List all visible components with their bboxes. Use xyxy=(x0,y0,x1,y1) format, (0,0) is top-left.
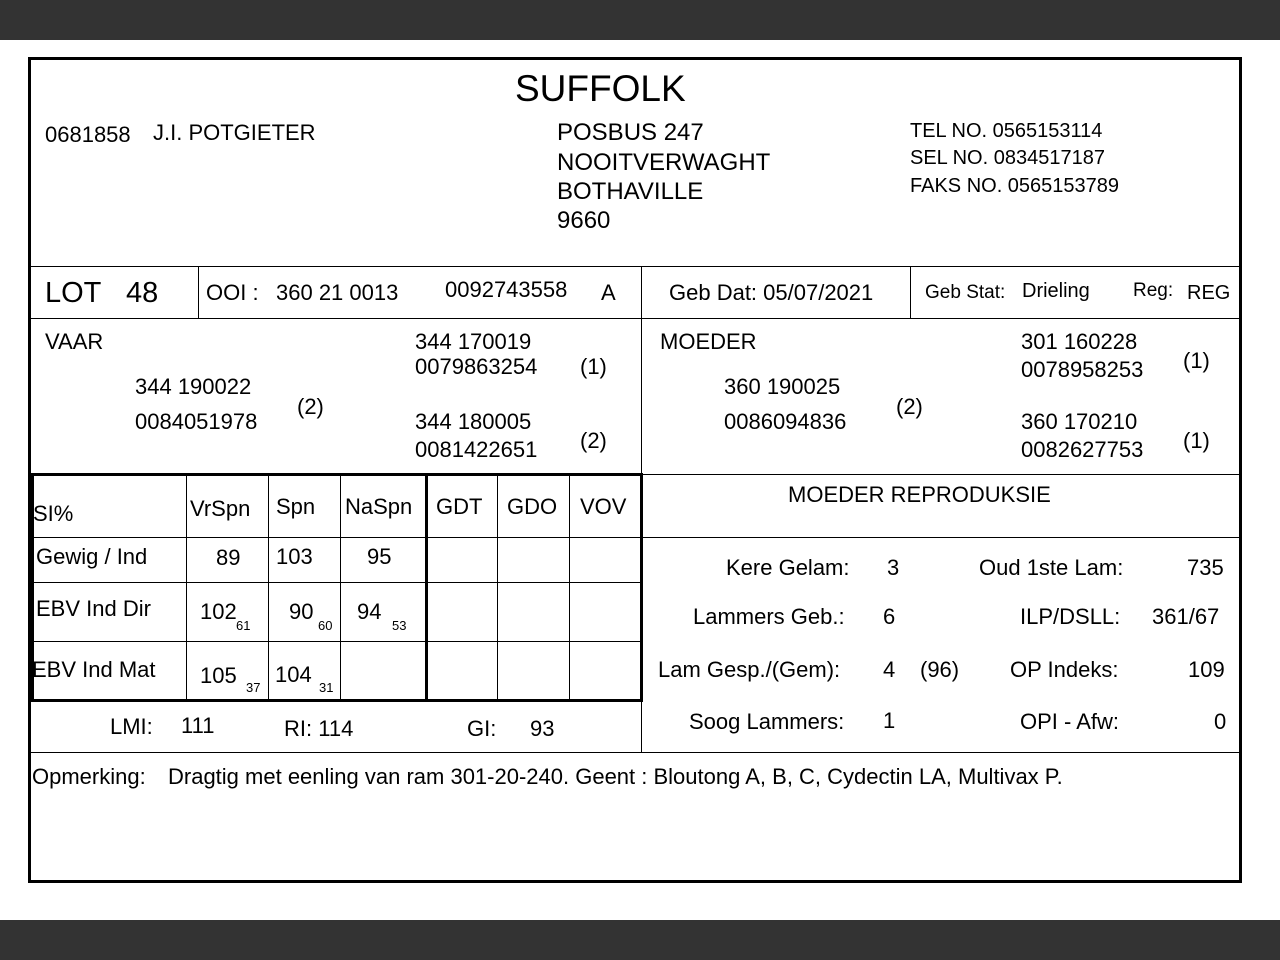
ooi-number: 360 21 0013 xyxy=(276,280,399,305)
vaar-id: 344 190022 xyxy=(135,374,252,399)
row-line-1 xyxy=(31,537,1239,538)
header-naspn: NaSpn xyxy=(345,494,413,519)
ebv-mat-spn-acc: 31 xyxy=(319,680,334,695)
frame-right xyxy=(1239,57,1242,883)
row-line-2 xyxy=(31,582,641,583)
lot-row-bottom-line xyxy=(31,318,1239,319)
ebv-dir-spn-acc: 60 xyxy=(318,618,333,633)
ebv-dir-vrspn: 102 xyxy=(200,599,237,624)
lot-divider-1 xyxy=(198,266,199,318)
ebv-dir-naspn-acc: 53 xyxy=(392,618,407,633)
vaar-number: 0084051978 xyxy=(135,409,258,434)
opi-value: 0 xyxy=(1214,709,1227,734)
lmi-label: LMI: xyxy=(110,714,153,739)
ebv-mat-label: EBV Ind Mat xyxy=(32,657,156,682)
soog-value: 1 xyxy=(883,708,896,733)
ebv-mat-spn: 104 xyxy=(275,662,312,687)
ebv-dir-vrspn-acc: 61 xyxy=(236,618,251,633)
soog-label: Soog Lammers: xyxy=(689,709,845,734)
lot-label: LOT xyxy=(45,277,102,309)
geb-stat-value: Drieling xyxy=(1022,280,1090,302)
lmi-value: 111 xyxy=(181,713,215,738)
ri-value: RI: 114 xyxy=(284,716,354,741)
pedigree-divider xyxy=(641,318,642,474)
geb-stat-label: Geb Stat: xyxy=(925,282,1006,303)
owner-name: J.I. POTGIETER xyxy=(153,120,316,145)
frame-bottom xyxy=(28,880,1242,883)
oud-value: 735 xyxy=(1187,555,1224,580)
owner-code: 0681858 xyxy=(45,122,131,147)
col-line-1 xyxy=(186,476,187,699)
moeder-sire-count: (1) xyxy=(1183,348,1210,373)
op-value: 109 xyxy=(1188,657,1225,682)
gewig-naspn: 95 xyxy=(367,544,392,569)
grade: A xyxy=(601,280,616,305)
vaar-count: (2) xyxy=(297,394,324,419)
perf-table-top xyxy=(31,473,643,476)
ebv-dir-spn: 90 xyxy=(289,599,314,624)
col-line-3 xyxy=(340,476,341,699)
moeder-dam-number: 0082627753 xyxy=(1021,437,1144,462)
remark-label: Opmerking: xyxy=(32,764,146,789)
header-gdt: GDT xyxy=(436,494,483,519)
top-bar xyxy=(0,0,1280,40)
col-line-4 xyxy=(497,476,498,699)
bottom-bar xyxy=(0,920,1280,960)
moeder-dam-count: (1) xyxy=(1183,428,1210,453)
moeder-number: 0086094836 xyxy=(724,409,847,434)
lot-divider-3 xyxy=(910,266,911,318)
repro-left-line xyxy=(641,474,642,753)
moeder-count: (2) xyxy=(896,394,923,419)
header-vov: VOV xyxy=(580,494,627,519)
gewig-spn: 103 xyxy=(276,544,313,569)
address-line-3: BOTHAVILLE xyxy=(557,178,704,205)
ebv-mat-vrspn: 105 xyxy=(200,663,237,688)
remark-text: Dragtig met eenling van ram 301-20-240. Geent : Bloutong A, B, C, Cydectin LA, Multivax P. xyxy=(168,764,1063,789)
moeder-sire-id: 301 160228 xyxy=(1021,329,1138,354)
kere-gelam-value: 3 xyxy=(887,555,900,580)
lammers-geb-value: 6 xyxy=(883,604,896,629)
gi-label: GI: xyxy=(467,716,497,741)
reg-label: Reg: xyxy=(1133,280,1174,301)
repro-top-line xyxy=(641,474,1239,475)
header-spn: Spn xyxy=(276,494,316,519)
vaar-dam-id: 344 180005 xyxy=(415,409,532,434)
sel-number: SEL NO. 0834517187 xyxy=(910,147,1105,169)
lam-gesp-label: Lam Gesp./(Gem): xyxy=(658,657,841,682)
ilp-label: ILP/DSLL: xyxy=(1020,604,1121,629)
vaar-label: VAAR xyxy=(45,329,104,354)
address-line-2: NOOITVERWAGHT xyxy=(557,149,771,176)
frame-top xyxy=(28,57,1242,60)
index-row-bottom-line xyxy=(31,752,1239,753)
frame-left xyxy=(28,57,31,883)
oud-label: Oud 1ste Lam: xyxy=(979,555,1124,580)
header-si: SI% xyxy=(33,501,74,526)
repro-title: MOEDER REPRODUKSIE xyxy=(788,482,1051,507)
address-line-1: POSBUS 247 xyxy=(557,119,704,146)
ooi-label: OOI : xyxy=(206,280,259,305)
col-line-5 xyxy=(569,476,570,699)
perf-table-mid xyxy=(425,473,428,701)
moeder-dam-id: 360 170210 xyxy=(1021,409,1138,434)
address-line-4: 9660 xyxy=(557,207,611,234)
moeder-sire-number: 0078958253 xyxy=(1021,357,1144,382)
vaar-sire-number: 0079863254 xyxy=(415,354,538,379)
geb-dat: Geb Dat: 05/07/2021 xyxy=(669,280,874,305)
lot-number: 48 xyxy=(126,277,159,309)
row-line-3 xyxy=(31,641,641,642)
moeder-label: MOEDER xyxy=(660,329,757,354)
lot-divider-2 xyxy=(641,266,642,318)
gi-value: 93 xyxy=(530,716,555,741)
gewig-vrspn: 89 xyxy=(216,545,241,570)
id-number: 0092743558 xyxy=(445,277,568,302)
faks-number: FAKS NO. 0565153789 xyxy=(910,175,1120,197)
moeder-id: 360 190025 xyxy=(724,374,841,399)
lot-row-top-line xyxy=(31,266,1239,267)
vaar-dam-count: (2) xyxy=(580,428,607,453)
perf-table-bottom xyxy=(31,699,643,702)
reg-value: REG xyxy=(1187,282,1231,304)
vaar-sire-id: 344 170019 xyxy=(415,329,532,354)
col-line-2 xyxy=(268,476,269,699)
kere-gelam-label: Kere Gelam: xyxy=(726,555,850,580)
ebv-mat-vrspn-acc: 37 xyxy=(246,680,261,695)
vaar-sire-count: (1) xyxy=(580,354,607,379)
opi-label: OPI - Afw: xyxy=(1020,709,1120,734)
header-gdo: GDO xyxy=(507,494,558,519)
tel-number: TEL NO. 0565153114 xyxy=(910,120,1103,142)
ebv-dir-label: EBV Ind Dir xyxy=(36,596,151,621)
ebv-dir-naspn: 94 xyxy=(357,599,382,624)
lammers-geb-label: Lammers Geb.: xyxy=(693,604,845,629)
ilp-value: 361/67 xyxy=(1152,604,1220,629)
header-vrspn: VrSpn xyxy=(190,496,251,521)
gewig-label: Gewig / Ind xyxy=(36,544,148,569)
lam-gesp-value: 4 xyxy=(883,657,896,682)
document-title: SUFFOLK xyxy=(515,68,686,109)
lam-gem-value: (96) xyxy=(920,657,960,682)
vaar-dam-number: 0081422651 xyxy=(415,437,538,462)
op-label: OP Indeks: xyxy=(1010,657,1119,682)
